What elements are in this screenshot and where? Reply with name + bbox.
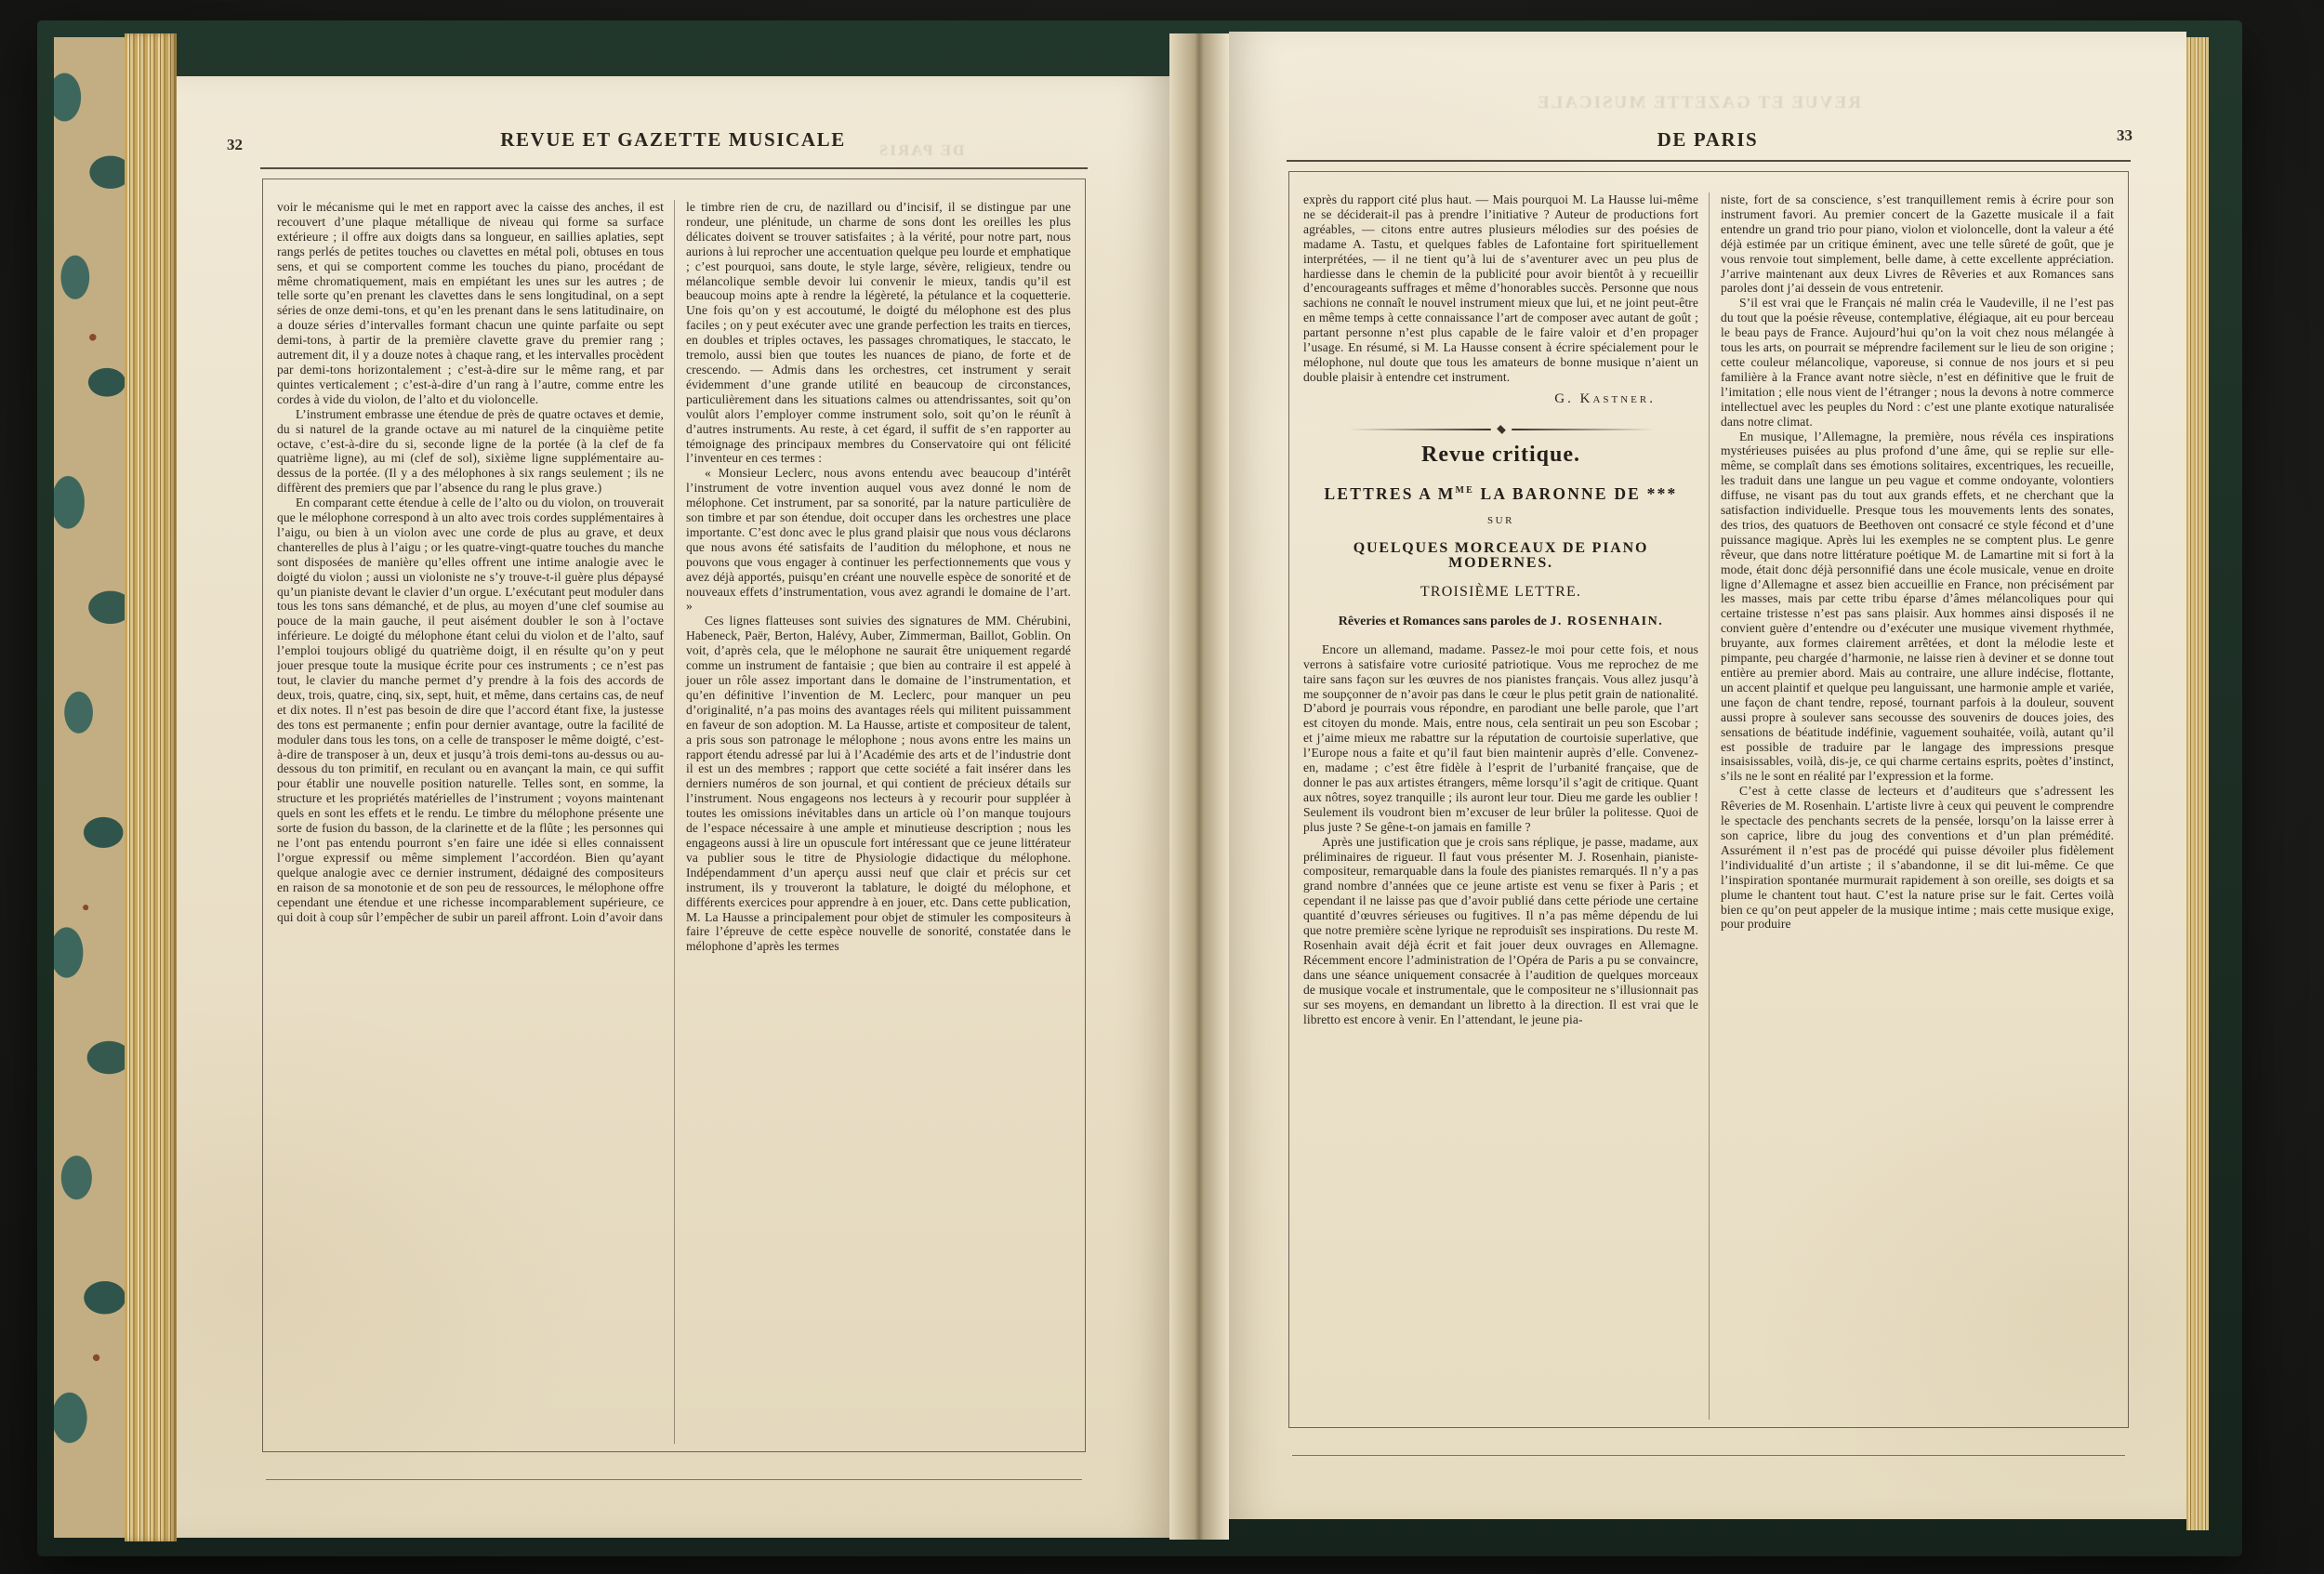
divider-line-left (1348, 429, 1491, 430)
footer-rule-right (1292, 1455, 2125, 1456)
header-rule-left (260, 167, 1088, 169)
divider-line-right (1512, 429, 1655, 430)
letter-heading (1303, 483, 1698, 502)
left-page (177, 76, 1169, 1538)
page-fore-edge (125, 33, 177, 1541)
paragraph: S’il est vrai que le Français né malin créa le Vaudeville, il ne l’est pas du tout que la poésie rêveuse, contemplative, élégiaque, ait eu pour berceau le beau pays de France. Aujourd’hui qu’on la voit chez nous mélangée à tous les arts, on pourrait se méprendre facilement sur le lieu de son origine ; cette couleur mélancolique, vaporeuse, si connue de nos jours et si peu familière à la France avant notre siècle, n’est en définitive que le fruit de l’imitation ; elle nous vient de l’étranger ; nous la devons à notre commerce intellectuel avec les peuples du Nord : c’est une plante exotique naturalisée dans notre climat. (1721, 296, 2114, 429)
left-page-column-1 (277, 200, 674, 1444)
open-book (37, 20, 2242, 1556)
article-end (1303, 192, 1698, 385)
reviewed-work-titles: Rêveries et Romances sans paroles de (1338, 614, 1551, 628)
paragraph: L’instrument embrasse une étendue de près de quatre octaves et demie, du si naturel de la grande octave au mi naturel de la cinquième petite octave, c’est-à-dire du si, seconde ligne de la portée (à la clef de fa quatrième ligne), au mi (clef de sol), sixième ligne supplémentaire au-dessus de la portée. (Il y a des mélophones à six rangs seulement ; ils ne diffèrent des premiers que par l’absence du rang le plus grave.) (277, 406, 664, 496)
letter-body (1303, 642, 1698, 1027)
paragraph: En musique, l’Allemagne, la première, nous révéla ces inspirations mystérieuses puisées au plus profond d’une âme, qui se replie sur elle-même, se complaît dans ses émotions solitaires, excentriques, les recueille, les traduit dans une langue un peu vague et comme ondoyante, volontiers diffuse, ne visant pas du tout aux grands effets, et ne cherchant que la satisfaction individuelle. Presque tous les mouvements lents des sonates, des trios, des quatuors de Beethoven ont consacré ce style fécond et d’une puissance magique. Après lui les exemples ne se comptent plus. Le genre rêveur, que dans notre littérature poétique M. de Lamartine mit si fort à la mode, était donc déjà personnifié dans une école musicale, venue en droite ligne d’Allemagne et assez bien accueillie en France, non précisément par les masses, mais par cette tribu éparse d’âmes mélancoliques pour qui certaine tristesse n’est pas sans plaisir. Aux hommes ainsi disposés il ne convient guère d’entendre ou d’exécuter une musique vivement rhythmée, bruyante, aux formes clairement arrêtées, et dont la mélodie leste et pimpante, peu chargée d’harmonie, ne laisse rien à deviner et se donne tout entière au premier abord. Mais au contraire, une allure indécise, flottante, un accent plaintif et quelque peu languissant, une harmonie ample et variée, une façon de chant tendre, reposé, tournant parfois à la douleur, souvent aussi propre à soulever sans secousse des souvenirs de douces joies, des sensations de béatitude indéfinie, vaguement souhaitée, voilà, autant qu’il est possible de traduire par le langage des impressions presque insaisissables, voilà, dis-je, ce qui charme certains esprits, poètes d’instinct, s’ils ne le sont en réalité par l’expression et la forme. (1721, 429, 2114, 784)
paragraph: voir le mécanisme qui le met en rapport avec la caisse des anches, il est recouvert d’une plaque métallique de niveau qui forme sa surface extérieure ; il offre aux doigts dans sa longueur, en saillies aplaties, sept rangs perlés de petites touches ou clavettes en métal poli, obtuses en tous sens, et qui se comportent comme les touches du piano, procédant de même chromatiquement, mais en empiétant les unes sur les autres ; de telle sorte qu’en prenant les clavettes dans le sens longitudinal, on a sept séries de onze demi-tons, et qu’en les prenant dans le sens latitudinaire, on a douze séries d’intervalles formant chacun une quinte parfaite ou sept demi-tons, à partir de la première clavette grave du premier rang ; autrement dit, il y a douze notes à chaque rang, et les intervalles procèdent par demi-tons horizontalement ; c’est-à-dire sur le même rang, et par quintes verticalement ; c’est-à-dire d’un rang à l’autre, comme entre les cordes à vide du violon, de l’alto et du violoncelle. (277, 200, 664, 406)
book-gutter (1169, 33, 1229, 1540)
footer-rule-left (266, 1479, 1082, 1480)
paragraph: exprès du rapport cité plus haut. — Mais pourquoi M. La Hausse lui-même ne se déciderait-il pas à prendre l’initiative ? Auteur de productions fort agréables, — citons entre autres plusieurs mélodies sur des poésies de madame A. Tastu, et quelques fables de Lafontaine fort spirituellement interprétées, — il ne tient qu’à lui de s’aventurer avec un peu plus de hardiesse dans le chemin de la publicité pour avoir bientôt à y recueillir d’encourageants suffrages et même d’honorables succès. Personne que nous sachions ne connaît le nouvel instrument mieux que lui, et ne joint peut-être en même temps à cette connaissance l’art de composer avec autant de goût ; partant personne n’est plus capable de le faire valoir et d’en propager l’usage. En résumé, si M. La Hausse consent à écrire spécialement pour le mélophone, nul doute que tous les amateurs de bonne musique n’aient un double plaisir à entendre cet instrument. (1303, 192, 1698, 384)
running-title-right: DE PARIS (1657, 128, 1759, 151)
letter-heading-sup: ME (1455, 484, 1474, 496)
divider-ornament (1348, 426, 1655, 433)
right-page-column-1 (1303, 192, 1709, 1420)
letter-heading-sur: SUR (1487, 515, 1514, 527)
bleedthrough-title-right: REVUE ET GAZETTE MUSICALE (1535, 93, 1861, 112)
letter-heading-suffix: LA BARONNE DE *** (1473, 483, 1678, 503)
right-page-edge (2186, 37, 2209, 1530)
paragraph: Après une justification que je crois sans réplique, je passe, madame, aux préliminaires de rigueur. Il faut vous présenter M. J. Rosenhain, pianiste-compositeur, remarquable dans la foule des pianistes remarqués. Il n’y a pas grand nombre d’années que ce jeune artiste est venu se fixer à Paris ; et cependant il ne laisse pas que d’avoir publié dans cette période une certaine quantité d’œuvres sérieuses ou fugitives. Il n’a pas même dépendu de lui que notre première scène lyrique ne reproduisît ses inspirations. Du reste M. Rosenhain avait déjà écrit et fait jouer deux ouvrages en Allemagne. Récemment encore l’administration de l’Opéra de Paris a pu se convaincre, dans une séance uniquement consacrée à l’audition de quelques morceaux de musique vocale et instrumentale, que le compositeur ne s’illusionnait pas sur ses moyens, en demandant un libretto à la direction. Il est vrai que le libretto est encore à venir. En l’attendant, le jeune pia- (1303, 834, 1698, 1026)
right-page-column-2 (1709, 192, 2114, 1420)
left-page-column-2 (674, 200, 1071, 1444)
paragraph: « Monsieur Leclerc, nous avons entendu avec beaucoup d’intérêt l’instrument de votre invention auquel vous avez donné le nom de mélophone. Cet instrument, par sa sonorité, par la nature particulière de son timbre et par son étendue, doit occuper dans les orchestres une place importante. C’est donc avec le plus grand plaisir que nous vous déclarons que nous avons été satisfaits de l’audition du mélophone, et nous ne pouvons que vous engager à continuer les perfectionnements que vous y avez déjà apportés, puisqu’en créant une nouvelle espèce de sonorité et de nouveaux effets d’instrumentation, vous avez agrandi le domaine de l’art. » (686, 466, 1071, 614)
diamond-icon (1497, 425, 1506, 434)
paragraph: le timbre rien de cru, de nazillard ou d’incisif, il se distingue par une rondeur, une plénitude, un charme de sons dont les oreilles les plus délicates doivent se trouver satisfaites ; à la vérité, pour notre part, nous aurions à lui reprocher une accentuation quelque peu lourde et emphatique ; c’est pourquoi, sans doute, le style large, sévère, religieux, tendre ou mélancolique semble devoir lui convenir le mieux, tandis qu’il est beaucoup moins apte à rendre la légèreté, la pétulance et la coquetterie. Une fois qu’on y est accoutumé, le doigté du mélophone est des plus faciles ; on y peut exécuter avec une grande perfection les traits en tierces, en doubles et triples octaves, les passages chromatiques, le staccato, le tremolo, aussi bien que toutes les nuances de piano, de forte et de crescendo. — Admis dans les orchestres, cet instrument y serait évidemment d’une grande utilité en beaucoup de circonstances, particulièrement dans les situations calmes ou attendrissantes, soit qu’on voulût alors l’employer comme instrument solo, soit qu’on le réunît à d’autres instruments. Au reste, à cet égard, il suffit de s’en rapporter au témoignage des principaux membres du Conservatoire qui ont félicité l’inventeur en ces termes : (686, 200, 1071, 466)
section-heading-block (1303, 442, 1698, 629)
letter-subject: QUELQUES MORCEAUX DE PIANO MODERNES. (1353, 540, 1649, 572)
paragraph: Encore un allemand, madame. Passez-le moi pour cette fois, et nous verrons à satisfaire votre curiosité patriotique. Vous me reprochez de me taire sans façon sur les œuvres de nos pianistes français. Vous allez jusqu’à me soupçonner de n’avoir pas dans le cœur le plus petit grain de nationalité. D’abord je pourrais vous répondre, en parodiant une belle parole, que l’art est citoyen du monde. Mais, entre nous, cela sentirait un peu son Escobar ; et j’aime mieux me rabattre sur la réputation de courtoisie superlative, que l’Europe nous a faite et qu’il faut bien maintenir auprès d’elle. Convenez-en, madame ; c’est être fidèle à l’esprit de l’urbanité française, que de donner le pas aux artistes étrangers, même lorsqu’il s’agit de critique. Quant aux nôtres, soyez tranquille ; ils auront leur tour. Dieu me garde les oublier ! Seulement ils voudront bien m’excuser de leur brûler la politesse. Quoi de plus juste ? Se gêne-t-on jamais en famille ? (1303, 642, 1698, 834)
reviewed-work-line (1303, 615, 1698, 629)
paragraph: niste, fort de sa conscience, s’est tranquillement remis à écrire pour son instrument favori. Au premier concert de la Gazette musicale il a fait entendre un grand trio pour piano, violon et violoncelle, dont la valeur a été déjà estimée par un critique éminent, avec une telle sûreté de goût, que je vous renvoie tout simplement, belle dame, à cette excellente appréciation. J’arrive maintenant aux deux Livres de Rêveries et aux Romances sans paroles dont j’ai dessein de vous entretenir. (1721, 192, 2114, 296)
author-signature: G. Kastner. (1554, 390, 1656, 406)
paragraph: Ces lignes flatteuses sont suivies des signatures de MM. Chérubini, Habeneck, Paër, Berton, Halévy, Auber, Zimmerman, Baillot, Goblin. On voit, d’après cela, que le mélophone ne saurait être uniquement regardé comme un instrument de fantaisie ; que bien au contraire il est appelé à jouer un rôle assez important dans le domaine de l’instrumentation, et qu’en définitive l’invention de M. Leclerc, pour manquer un peu d’originalité, n’a pas moins des avantages réels qui militent puissamment en faveur de son adoption. M. La Hausse, artiste et compositeur de talent, a pris sous son patronage le mélophone ; nous avons entre les mains un rapport étendu adressé par lui à l’Académie des arts et de l’industrie dont il est un des membres ; rapport que cette société a fait insérer dans les derniers numéros de son journal, et qui contient de précieux détails sur l’instrument. Nous engageons nos lecteurs à y recourir pour suppléer à toutes les omissions inévitables dans un article où l’on manque toujours de l’espace nécessaire à une ample et minutieuse description ; nous les engageons aussi à lire un opuscule fort intéressant que ce jeune littérateur va publier sous le titre de Physiologie didactique du mélophone. Indépendamment d’un aperçu aussi neuf que clair et précis sur cet instrument, ils y trouveront la tablature, le doigté du mélophone, et différents exercices pour apprendre à en jouer, etc. Dans cette publication, M. La Hausse a principalement pour objet de stimuler les compositeurs à faire l’épreuve de cette espèce nouvelle de sonorité, constatée dans le mélophone d’après les termes (686, 614, 1071, 954)
letter-number: TROISIÈME LETTRE. (1419, 584, 1582, 601)
page-number-left: 32 (227, 136, 243, 153)
reviewed-work-author: J. ROSENHAIN. (1550, 614, 1664, 628)
section-title: Revue critique. (1421, 442, 1580, 467)
paragraph: En comparant cette étendue à celle de l’alto ou du violon, on trouverait que le mélophone correspond à un alto avec trois cordes supplémentaires à l’aigu, ou bien à un violon avec une corde de plus au grave, et deux chanterelles de plus à l’aigu ; or les quatre-vingt-quatre touches du manche sont disposées de manière qu’elles offrent une intime analogie avec le doigté du violon ; aussi un violoniste ne s’y trouve-t-il guère plus dépaysé qu’un pianiste devant le clavier d’un orgue. L’exécutant peut moduler dans tous les tons sans démanché, et de plus, au moyen d’une clef soumise au pouce de la main gauche, il peut aisément doubler le son à l’octave inférieure. Le doigté du mélophone étant celui du violon et de l’alto, sauf l’emploi toujours obligé du quatrième doigt, il en résulte qu’on y peut jouer presque toute la musique écrite pour ces instruments ; ce n’est pas tout, le clavier du manche permet d’y prendre à la fois des accords de deux, trois, quatre, cinq, six, sept, huit, et même, dans certains cas, de neuf et dix notes. Il n’est pas besoin de dire que l’accord étant fixe, la justesse des tons est permanente ; enfin pour dernier avantage, outre la facilité de moduler dans tous les tons, on a celle de transposer le même doigté, c’est-à-dire de transposer à un, deux et jusqu’à trois demi-tons au-dessus ou au-dessous du ton primitif, en reculant ou en avançant la main, ce qui suffit pour établir une nouvelle position naturelle. Telles sont, en somme, la structure et les propriétés matérielles de l’instrument ; voyons maintenant quels en sont les effets et le rendu. Le timbre du mélophone présente une sorte de fusion du basson, de la clarinette et de la flûte ; les personnes qui ne l’ont pas entendu pourront s’en faire une idée si elles connaissent l’orgue expressif ou même simplement l’accordéon. Bien qu’ayant quelque analogie avec ce dernier instrument, dédaigné des compositeurs en raison de sa monotonie et de son peu de ressources, le mélophone offre cependant une étendue et une richesse incomparablement supérieure, ce qui doit à coup sûr l’empêcher de subir un pareil affront. Loin d’avoir dans (277, 496, 664, 924)
right-page (1229, 32, 2186, 1519)
text-frame-left (262, 179, 1086, 1452)
header-rule-right (1287, 160, 2131, 162)
marbled-cover-edge (54, 37, 125, 1538)
page-number-right: 33 (2117, 126, 2133, 144)
letter-heading-prefix: LETTRES A M (1324, 483, 1456, 503)
paragraph: C’est à cette classe de lecteurs et d’auditeurs que s’adressent les Rêveries de M. Rosenhain. L’artiste livre à ceux qui peuvent le comprendre le spectacle des penchants secrets de la pensée, lorsqu’on la laisse errer à son caprice, libre du joug des conventions et d’un plan prémédité. Assurément il n’est pas de procédé qui puisse dévoiler plus fidèlement l’individualité d’un artiste ; il s’abandonne, il se dit lui-même. Ce que l’inspiration spontanée murmurait rapidement à son oreille, ses doigts et sa plume le chantent tout haut. C’est la nature prise sur le fait. Certes voilà bien ce qu’on peut appeler de la musique intime ; mais cette musique exige, pour produire (1721, 784, 2114, 932)
bleedthrough-title-left: DE PARIS (878, 141, 965, 159)
text-frame-right (1288, 171, 2129, 1428)
running-title-left: REVUE ET GAZETTE MUSICALE (500, 128, 846, 151)
